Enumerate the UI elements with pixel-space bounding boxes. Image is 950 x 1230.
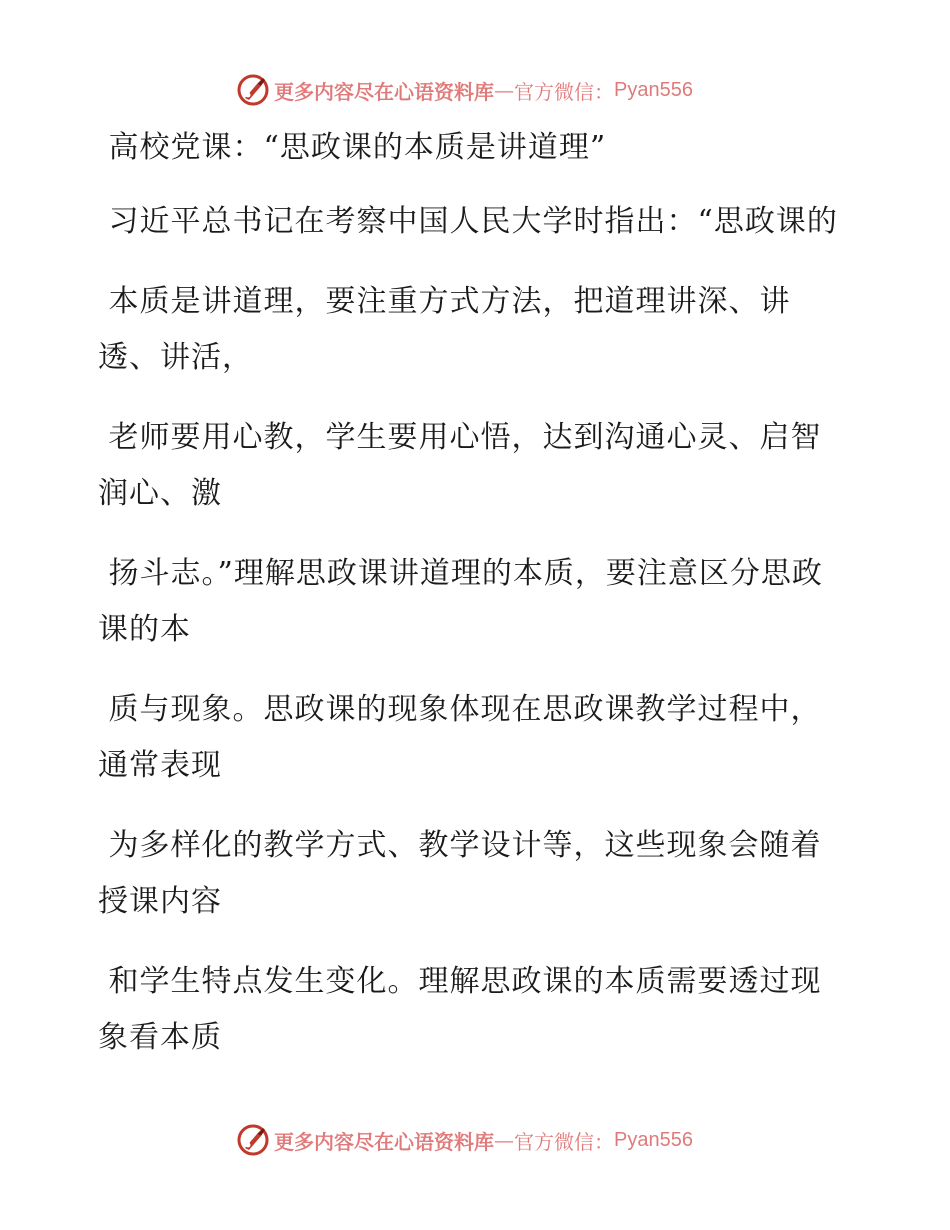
footer-banner	[236, 1122, 693, 1158]
paragraph-line: 质与现象。思政课的现象体现在思政课教学过程中，通常表现	[98, 692, 822, 783]
document-body	[98, 124, 838, 1090]
banner-wechat-id: Pyan556	[614, 78, 693, 101]
document-title: 高校党课：“思政课的本质是讲道理”	[98, 130, 607, 165]
paragraph-line: 本质是讲道理，要注重方式方法，把道理讲深、讲透、讲活，	[98, 284, 791, 375]
banner-dash: —	[494, 1128, 514, 1152]
paragraph-line: 为多样化的教学方式、教学设计等，这些现象会随着授课内容	[98, 828, 822, 919]
banner-wechat-id: Pyan556	[614, 1128, 693, 1151]
paragraph-line: 和学生特点发生变化。理解思政课的本质需要透过现象看本质	[98, 964, 822, 1055]
paragraph-line: 老师要用心教，学生要用心悟，达到沟通心灵、启智润心、激	[98, 420, 822, 511]
paragraph-line: 习近平总书记在考察中国人民大学时指出：“思政课的	[98, 204, 838, 239]
pen-nib-logo-icon	[236, 73, 270, 107]
banner-lead-text: 更多内容尽在心语资料库	[274, 1129, 494, 1154]
pen-nib-logo-icon	[236, 1123, 270, 1157]
banner-tail-text: 官方微信：	[514, 79, 614, 104]
paragraph-line: 扬斗志。”理解思政课讲道理的本质，要注意区分思政课的本	[98, 556, 823, 647]
banner-tail-text: 官方微信：	[514, 1129, 614, 1154]
banner-dash: —	[494, 78, 514, 102]
banner-lead-text: 更多内容尽在心语资料库	[274, 79, 494, 104]
header-banner	[236, 72, 693, 108]
